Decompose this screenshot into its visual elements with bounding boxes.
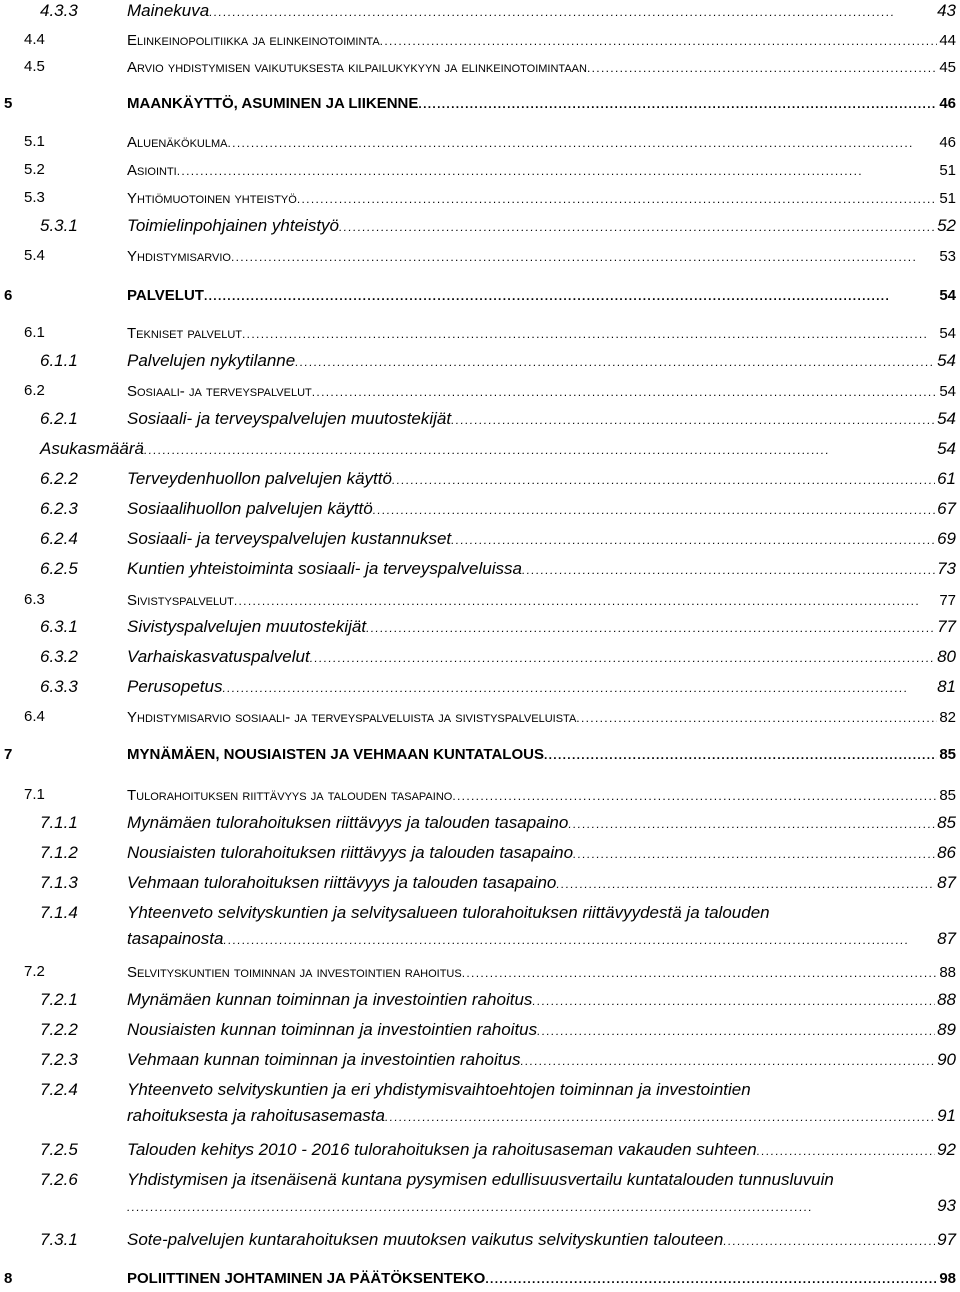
toc-leader-dots	[227, 129, 937, 156]
toc-title: Asiointi	[127, 162, 177, 179]
toc-page: 51	[939, 162, 956, 179]
toc-leader-dots	[385, 1103, 935, 1130]
toc-title: Mainekuva	[127, 1, 210, 20]
toc-number: 7.2.2	[40, 1020, 78, 1039]
toc-leader-dots	[556, 870, 935, 897]
toc-number: 5.4	[24, 247, 45, 264]
toc-page: 88	[939, 964, 956, 981]
toc-title-line1: Yhdistymisen ja itsenäisenä kuntana pysymisen edullisuusvertailu kuntatalouden tunnusluvuin	[127, 1170, 834, 1189]
toc-page: 73	[937, 559, 956, 578]
toc-entry[interactable]	[0, 900, 960, 956]
toc-page: 54	[937, 351, 956, 370]
toc-leader-dots	[127, 1193, 935, 1220]
toc-number: 7.1	[24, 786, 45, 803]
toc-leader-dots	[204, 283, 937, 309]
toc-page: 77	[937, 617, 956, 636]
toc-entry[interactable]	[0, 782, 960, 808]
toc-entry[interactable]	[0, 526, 960, 552]
toc-title: Vehmaan tulorahoituksen riittävyys ja talouden tasapaino	[127, 873, 557, 892]
toc-page: 92	[937, 1140, 956, 1159]
toc-page: 51	[939, 190, 956, 207]
toc-number: 6.4	[24, 708, 45, 725]
toc-entry[interactable]	[0, 644, 960, 670]
toc-title: Palvelujen nykytilanne	[127, 351, 296, 370]
toc-entry[interactable]	[0, 870, 960, 896]
toc-title: Aluenäkökulma	[127, 134, 228, 151]
toc-leader-dots	[587, 54, 937, 81]
toc-number: 5.3	[24, 189, 45, 206]
toc-number: 7.1.4	[40, 903, 78, 922]
toc-number: 7.2.1	[40, 990, 78, 1009]
toc-leader-dots	[537, 1017, 935, 1044]
toc-entry[interactable]	[0, 243, 960, 269]
toc-title: Yhdistymisarvio sosiaali- ja terveyspalveluista ja sivistyspalveluista	[127, 709, 577, 726]
toc-leader-dots	[392, 466, 935, 493]
toc-leader-dots	[297, 185, 938, 212]
toc-title: Tulorahoituksen riittävyys ja talouden tasapaino	[127, 787, 453, 804]
toc-leader-dots	[380, 27, 938, 54]
toc-page: 54	[939, 383, 956, 400]
toc-title: Varhaiskasvatuspalvelut	[127, 647, 310, 666]
toc-leader-dots	[485, 1266, 937, 1292]
toc-leader-dots	[568, 810, 935, 837]
toc-leader-dots	[573, 840, 935, 867]
toc-number: 5.2	[24, 161, 45, 178]
toc-leader-dots	[757, 1137, 935, 1164]
toc-entry[interactable]	[0, 0, 960, 24]
toc-leader-dots	[532, 987, 935, 1014]
toc-entry[interactable]	[0, 810, 960, 836]
toc-title: Sote-palvelujen kuntarahoituksen muutoksen vaikutus selvityskuntien talouteen	[127, 1230, 724, 1249]
toc-page: 88	[937, 990, 956, 1009]
toc-chapter[interactable]	[0, 91, 960, 117]
toc-leader-dots	[366, 614, 935, 641]
toc-page: 67	[937, 499, 956, 518]
toc-entry[interactable]	[0, 1077, 960, 1133]
toc-page: 54	[937, 409, 956, 428]
toc-number: 6.2	[24, 382, 45, 399]
toc-number: 8	[4, 1270, 13, 1287]
toc-page: 46	[939, 95, 956, 112]
toc-number: 6.3	[24, 591, 45, 608]
toc-title-line1: Yhteenveto selvityskuntien ja selvitysalueen tulorahoituksen riittävyydestä ja talouden	[127, 903, 770, 922]
toc-title: Sosiaalihuollon palvelujen käyttö	[127, 499, 373, 518]
toc-leader-dots	[222, 674, 935, 701]
toc-title: POLIITTINEN JOHTAMINEN JA PÄÄTÖKSENTEKO	[127, 1270, 486, 1287]
toc-entry[interactable]	[0, 27, 960, 53]
toc-entry[interactable]	[0, 348, 960, 374]
toc-number: 7.1.3	[40, 873, 78, 892]
toc-page: 45	[939, 59, 956, 76]
toc-leader-dots	[310, 644, 935, 671]
toc-page: 54	[939, 287, 956, 304]
toc-title: Mynämäen kunnan toiminnan ja investointien rahoitus	[127, 990, 533, 1009]
toc-number: 6.2.3	[40, 499, 78, 518]
toc-title: Sivistyspalvelut	[127, 592, 234, 609]
toc-leader-dots	[242, 320, 937, 347]
toc-page: 87	[937, 929, 956, 948]
toc-page: 54	[939, 325, 956, 342]
toc-page: 93	[937, 1196, 956, 1215]
toc-chapter[interactable]	[0, 742, 960, 768]
toc-page: 61	[937, 469, 956, 488]
toc-entry[interactable]	[0, 674, 960, 700]
toc-page: 53	[939, 248, 956, 265]
toc-title: Sosiaali- ja terveyspalvelujen kustannukset	[127, 529, 452, 548]
toc-entry[interactable]	[0, 987, 960, 1013]
toc-leader-dots	[295, 348, 935, 375]
toc-entry[interactable]	[0, 54, 960, 80]
toc-page: 89	[937, 1020, 956, 1039]
toc-leader-dots	[576, 704, 937, 731]
toc-entry[interactable]	[0, 213, 960, 239]
toc-title: Toimielinpohjainen yhteistyö	[127, 216, 340, 235]
toc-number: 7.3.1	[40, 1230, 78, 1249]
toc-leader-dots	[231, 243, 937, 270]
toc-title: Kuntien yhteistoiminta sosiaali- ja terveyspalveluissa	[127, 559, 522, 578]
toc-entry[interactable]	[0, 614, 960, 640]
toc-page: 85	[939, 787, 956, 804]
toc-title: Vehmaan kunnan toiminnan ja investointien rahoitus	[127, 1050, 521, 1069]
toc-entry[interactable]	[0, 556, 960, 582]
toc-title-line1: Yhteenveto selvityskuntien ja eri yhdistymisvaihtoehtojen toiminnan ja investointien	[127, 1080, 751, 1099]
toc-entry[interactable]	[0, 320, 960, 346]
toc-number: 7	[4, 746, 13, 763]
toc-entry[interactable]	[0, 1017, 960, 1043]
toc-title: Mynämäen tulorahoituksen riittävyys ja talouden tasapaino	[127, 813, 569, 832]
toc-page: 97	[937, 1230, 956, 1249]
toc-number: 6.1	[24, 324, 45, 341]
toc-number: 6.3.2	[40, 647, 78, 666]
toc-entry[interactable]	[0, 587, 960, 613]
toc-number: 6.3.3	[40, 677, 78, 696]
toc-number: 5.1	[24, 133, 45, 150]
toc-number: 4.5	[24, 58, 45, 75]
toc-leader-dots	[544, 742, 937, 768]
toc-number: 5.3.1	[40, 216, 78, 235]
toc-number: 6	[4, 287, 13, 304]
toc-entry[interactable]	[0, 129, 960, 155]
toc-leader-dots	[462, 959, 938, 986]
toc-page: 87	[937, 873, 956, 892]
toc-title: Nousiaisten tulorahoituksen riittävyys ja talouden tasapaino	[127, 843, 574, 862]
toc-chapter[interactable]	[0, 283, 960, 309]
toc-title: Sivistyspalvelujen muutostekijät	[127, 617, 367, 636]
toc-page: 44	[939, 32, 956, 49]
toc-title: Perusopetus	[127, 677, 223, 696]
toc-leader-dots	[144, 436, 935, 463]
toc-entry[interactable]	[0, 496, 960, 522]
toc-title: Sosiaali- ja terveyspalvelujen muutostekijät	[127, 409, 452, 428]
toc-number: 6.2.2	[40, 469, 78, 488]
toc-title: Tekniset palvelut	[127, 325, 243, 342]
toc-number: 4.3.3	[40, 1, 78, 20]
toc-leader-dots	[418, 91, 937, 117]
toc-page: 85	[939, 746, 956, 763]
toc-number: 7.1.2	[40, 843, 78, 862]
toc-entry[interactable]	[0, 1137, 960, 1163]
toc-entry[interactable]	[0, 1227, 960, 1253]
toc-title: Elinkeinopolitiikka ja elinkeinotoiminta	[127, 32, 380, 49]
toc-title-line2: tasapainosta	[127, 929, 224, 948]
toc-number: 6.1.1	[40, 351, 78, 370]
toc-number: 4.4	[24, 31, 45, 48]
toc-leader-dots	[452, 782, 937, 809]
toc-title: Arvio yhdistymisen vaikutuksesta kilpailukykyyn ja elinkeinotoimintaan	[127, 59, 587, 76]
toc-leader-dots	[339, 213, 935, 240]
toc-leader-dots	[312, 378, 938, 405]
toc-number: 7.1.1	[40, 813, 78, 832]
toc-entry[interactable]	[0, 436, 960, 462]
toc-title: Yhdistymisarvio	[127, 248, 231, 265]
toc-entry[interactable]	[0, 466, 960, 492]
toc-title-line2: rahoituksesta ja rahoitusasemasta	[127, 1106, 385, 1125]
toc-leader-dots	[451, 406, 935, 433]
toc-number: 6.2.1	[40, 409, 78, 428]
toc-entry[interactable]	[0, 378, 960, 404]
toc-entry[interactable]	[0, 1047, 960, 1073]
toc-page: 82	[939, 709, 956, 726]
toc-leader-dots	[373, 496, 935, 523]
toc-number: 6.2.4	[40, 529, 78, 548]
toc-page: 81	[937, 677, 956, 696]
toc-title: Nousiaisten kunnan toiminnan ja investointien rahoitus	[127, 1020, 538, 1039]
toc-number: 6.3.1	[40, 617, 78, 636]
toc-page: 77	[939, 592, 956, 609]
toc-entry[interactable]	[0, 157, 960, 183]
toc-page: 98	[939, 1270, 956, 1287]
toc-page: 80	[937, 647, 956, 666]
toc-number: 7.2.3	[40, 1050, 78, 1069]
toc-entry[interactable]	[0, 959, 960, 985]
toc-title: Talouden kehitys 2010 - 2016 tulorahoituksen ja rahoitusaseman vakauden suhteen	[127, 1140, 757, 1159]
toc-entry[interactable]	[0, 406, 960, 432]
toc-title: Yhtiömuotoinen yhteistyö	[127, 190, 297, 207]
toc-leader-dots	[234, 587, 938, 614]
toc-leader-dots	[522, 556, 935, 583]
toc-number: 7.2.6	[40, 1170, 78, 1189]
toc-entry[interactable]	[0, 704, 960, 730]
toc-title: Asukasmäärä	[40, 439, 144, 458]
toc-title: MAANKÄYTTÖ, ASUMINEN JA LIIKENNE	[127, 95, 419, 112]
toc-page: 85	[937, 813, 956, 832]
toc-page: 52	[937, 216, 956, 235]
toc-page: 46	[939, 134, 956, 151]
toc-title: Sosiaali- ja terveyspalvelut	[127, 383, 312, 400]
toc-leader-dots	[451, 526, 935, 553]
toc-leader-dots	[209, 0, 935, 25]
toc-chapter[interactable]	[0, 1266, 960, 1292]
toc-title: PALVELUT	[127, 287, 204, 304]
toc-title: MYNÄMÄEN, NOUSIAISTEN JA VEHMAAN KUNTATALOUS	[127, 746, 544, 763]
toc-title: Selvityskuntien toiminnan ja investointien rahoitus	[127, 964, 462, 981]
toc-page: 86	[937, 843, 956, 862]
toc-leader-dots	[520, 1047, 935, 1074]
toc-leader-dots	[177, 157, 938, 184]
toc-page: 90	[937, 1050, 956, 1069]
toc-page: 43	[937, 1, 956, 20]
toc-leader-dots	[723, 1227, 935, 1254]
toc-number: 7.2	[24, 963, 45, 980]
toc-entry[interactable]	[0, 1167, 960, 1223]
toc-leader-dots	[223, 926, 935, 953]
toc-page: 69	[937, 529, 956, 548]
toc-page: 54	[937, 439, 956, 458]
toc-number: 5	[4, 95, 13, 112]
toc-page: 91	[937, 1106, 956, 1125]
toc-number: 6.2.5	[40, 559, 78, 578]
toc-number: 7.2.4	[40, 1080, 78, 1099]
toc-entry[interactable]	[0, 185, 960, 211]
toc-title: Terveydenhuollon palvelujen käyttö	[127, 469, 392, 488]
toc-entry[interactable]	[0, 840, 960, 866]
toc-number: 7.2.5	[40, 1140, 78, 1159]
